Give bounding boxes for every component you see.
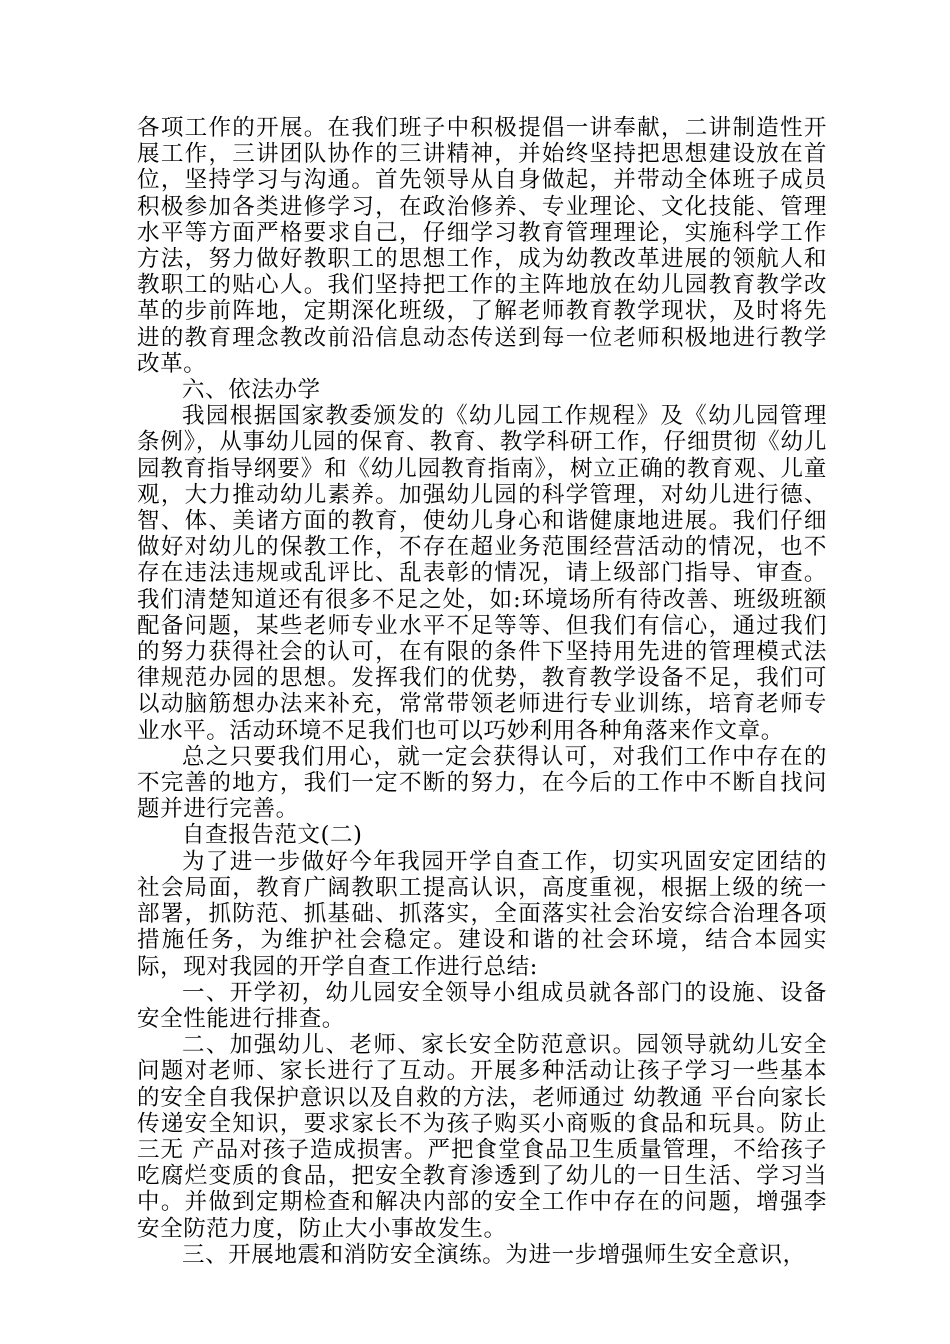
- paragraph-7: 一、开学初，幼儿园安全领导小组成员就各部门的设施、设备安全性能进行排查。: [137, 979, 827, 1032]
- paragraph-8: 二、加强幼儿、老师、家长安全防范意识。园领导就幼儿安全问题对老师、家长进行了互动。开展多种活动让孩子学习一些基本的安全自我保护意识以及自救的方法，老师通过 幼教通 平台向家长传递安全知识，要求家长不为孩子购买小商贩的食品和玩具。防止 三无 产品对孩子造成损害。严把食堂食品卫生质量管理，不给孩子吃腐烂变质的食品，把安全教育渗透到了幼儿的一日生活、学习当中。并做到定期检查和解决内部的安全工作中存在的问题，增强李安全防范力度，防止大小事故发生。: [137, 1032, 827, 1242]
- paragraph-3: 我园根据国家教委颁发的《幼儿园工作规程》及《幼儿园管理条例》，从事幼儿园的保育、教育、教学科研工作，仔细贯彻《幼儿园教育指导纲要》和《幼儿园教育指南》，树立正确的教育观、儿童观，大力推动幼儿素养。加强幼儿园的科学管理，对幼儿进行德、智、体、美诸方面的教育，使幼儿身心和谐健康地进展。我们仔细做好对幼儿的保教工作，不存在超业务范围经营活动的情况，也不存在违法违规或乱评比、乱表彰的情况，请上级部门指导、审查。我们清楚知道还有很多不足之处，如:环境场所有待改善、班级班额配备问题，某些老师专业水平不足等等、但我们有信心，通过我们的努力获得社会的认可，在有限的条件下坚持用先进的管理模式法律规范办园的思想。发挥我们的优势，教育教学设备不足，我们可以动脑筋想办法来补充，常常带领老师进行专业训练，培育老师专业水平。活动环境不足我们也可以巧妙利用各种角落来作文章。: [137, 403, 827, 744]
- section-heading-six: 六、依法办学: [182, 377, 321, 404]
- document-body: [137, 115, 827, 1268]
- paragraph-4: 总之只要我们用心，就一定会获得认可，对我们工作中存在的不完善的地方，我们一定不断的努力，在今后的工作中不断自找问题并进行完善。: [137, 743, 827, 823]
- report-sample-heading: 自查报告范文(二): [182, 822, 363, 849]
- paragraph-6: 为了进一步做好今年我园开学自查工作，切实巩固安定团结的社会局面，教育广阔教职工提高认识，高度重视，根据上级的统一部署，抓防范、抓基础、抓落实，全面落实社会治安综合治理各项措施任务，为维护社会稳定。建设和谐的社会环境，结合本园实际，现对我园的开学自查工作进行总结:: [137, 848, 827, 980]
- paragraph-9: 三、开展地震和消防安全演练。为进一步增强师生安全意识，: [182, 1241, 806, 1268]
- paragraph-1: 各项工作的开展。在我们班子中积极提倡一讲奉献，二讲制造性开展工作，三讲团队协作的三讲精神，并始终坚持把思想建设放在首位，坚持学习与沟通。首先领导从自身做起，并带动全体班子成员积极参加各类进修学习，在政治修养、专业理论、文化技能、管理水平等方面严格要求自己，仔细学习教育管理理论，实施科学工作方法，努力做好教职工的思想工作，成为幼教改革进展的领航人和教职工的贴心人。我们坚持把工作的主阵地放在幼儿园教育教学改革的步前阵地，定期深化班级，了解老师教育教学现状，及时将先进的教育理念教改前沿信息动态传送到每一位老师积极地进行教学改革。: [137, 115, 827, 377]
